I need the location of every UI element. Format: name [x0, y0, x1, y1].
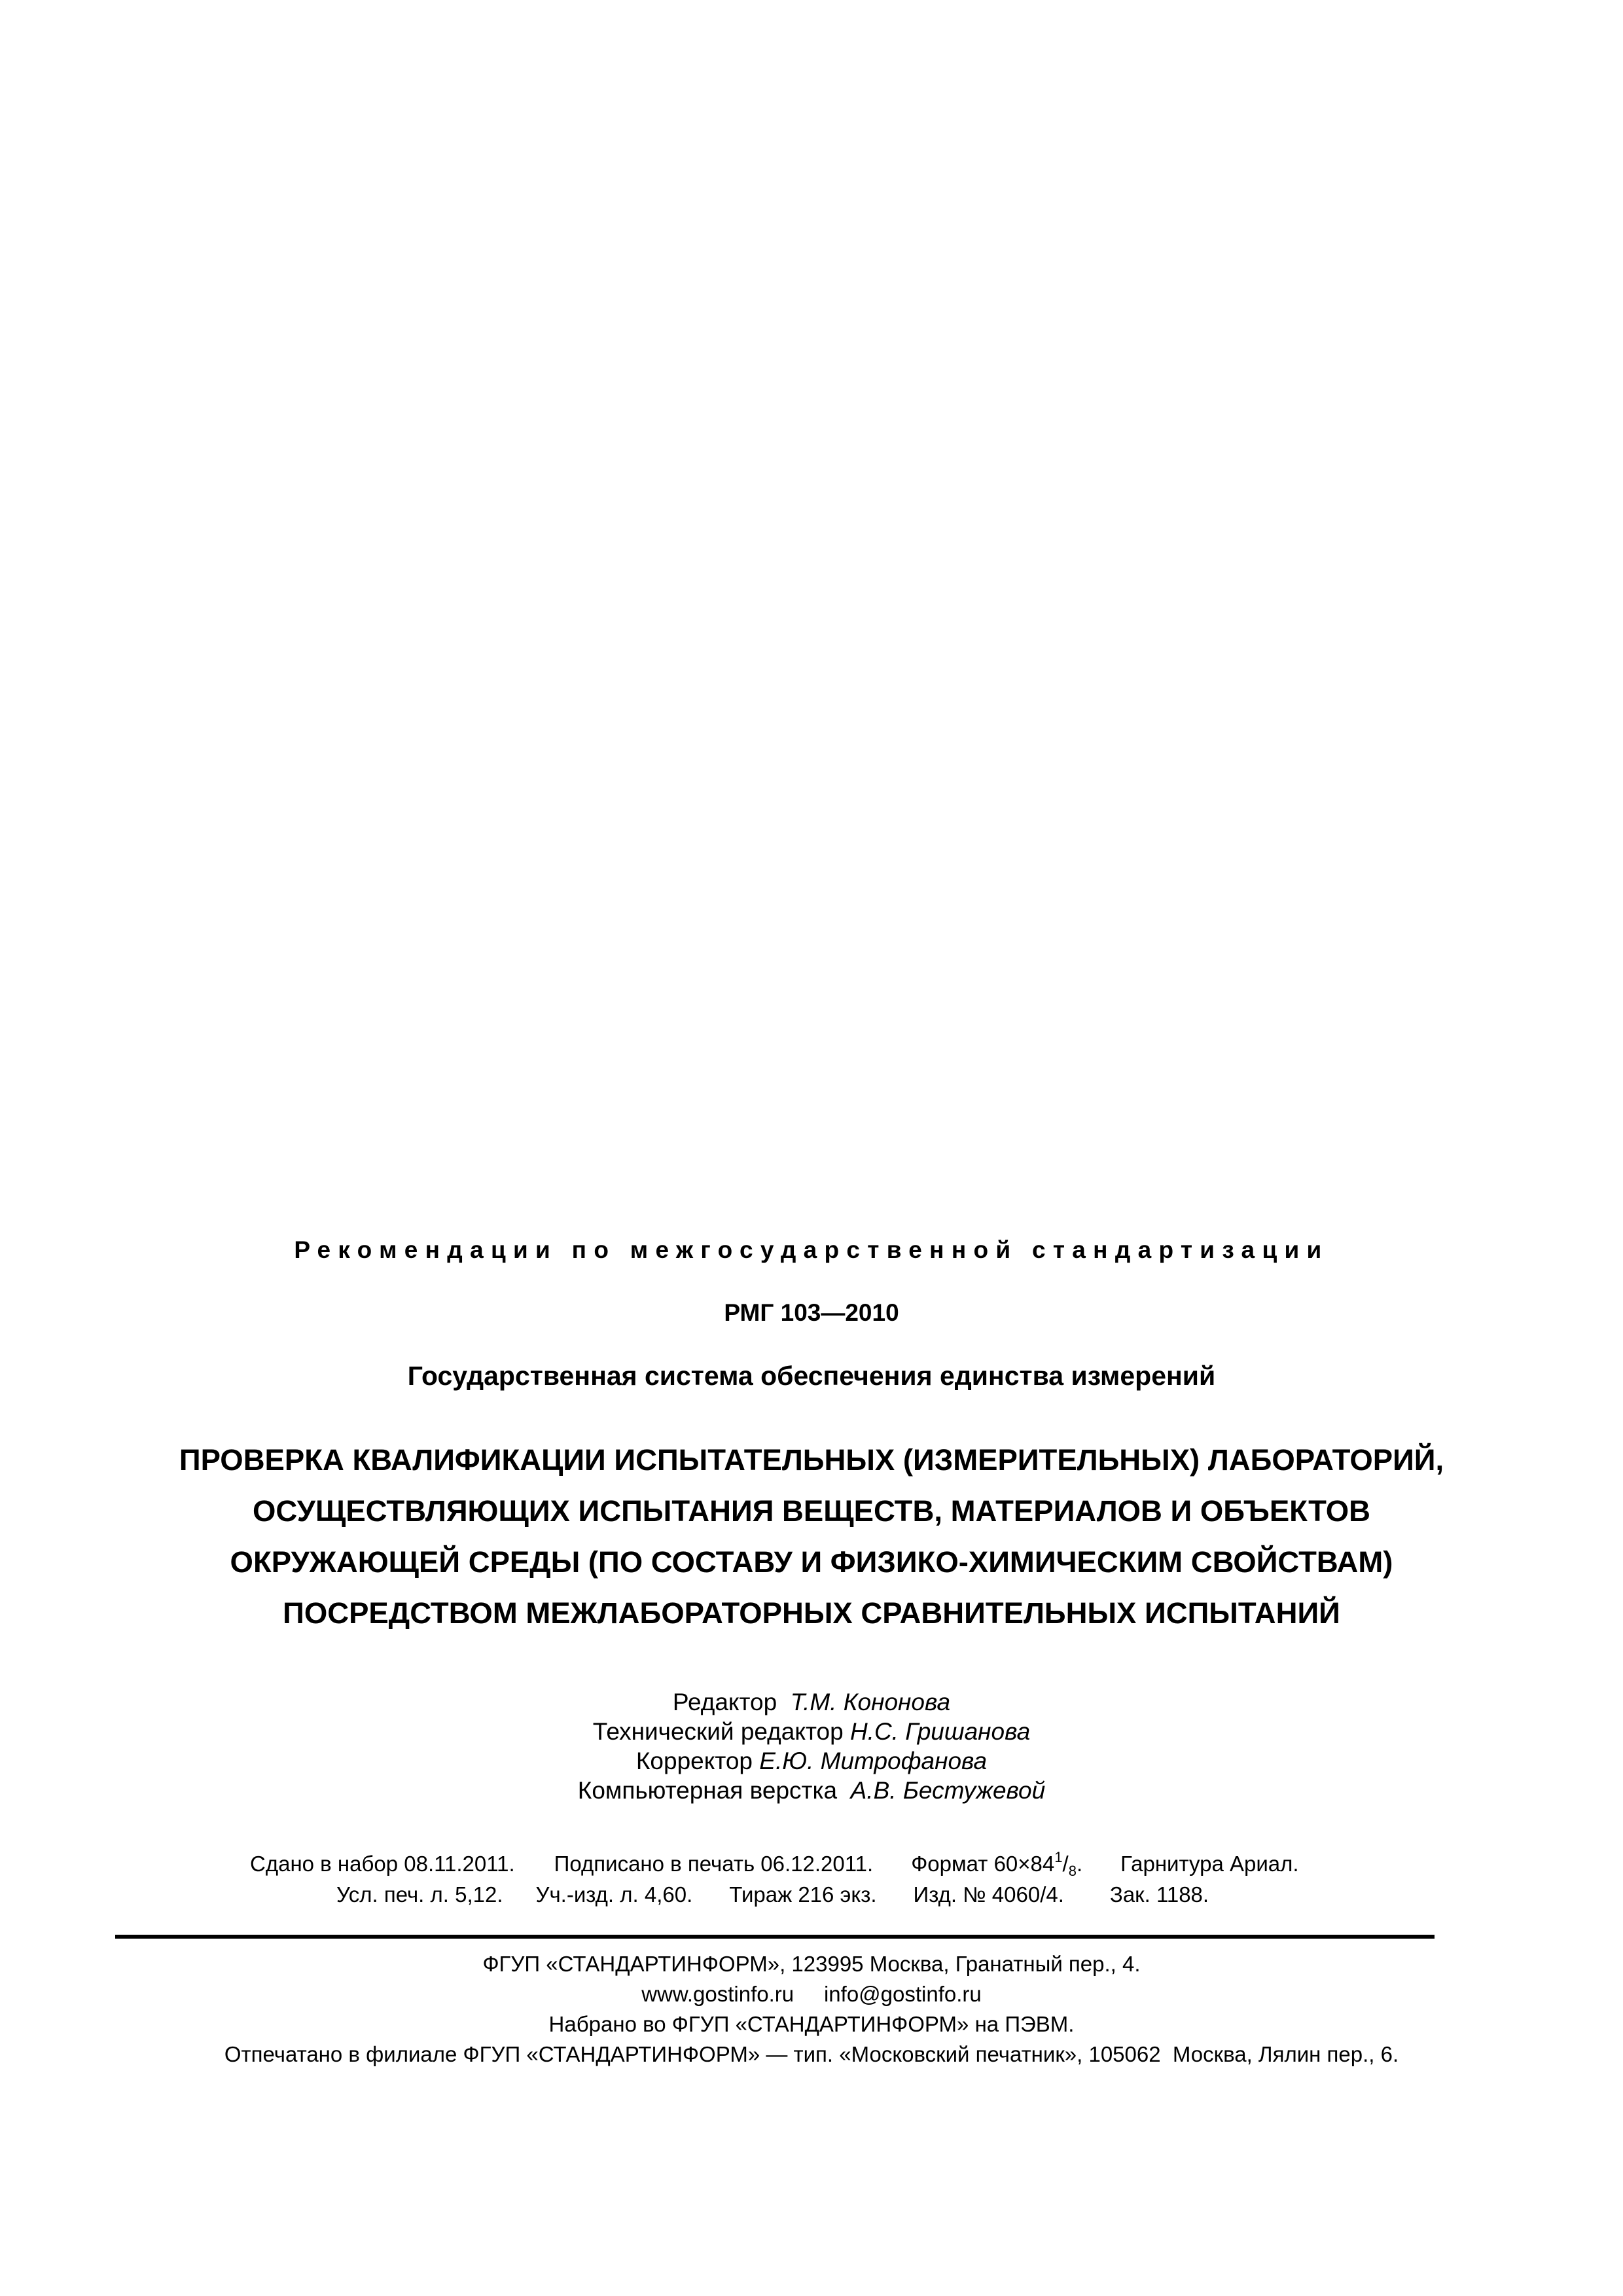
- imprint-edit-sheets: Уч.-изд. л. 4,60.: [535, 1882, 693, 1907]
- format-numerator: 1: [1054, 1849, 1063, 1865]
- publisher-typeset: Набрано во ФГУП «СТАНДАРТИНФОРМ» на ПЭВМ.: [548, 2012, 1075, 2036]
- staff-role: Редактор: [672, 1689, 777, 1715]
- imprint-circulation: Тираж 216 экз.: [729, 1882, 877, 1907]
- staff-name: Н.С. Гришанова: [849, 1718, 1031, 1745]
- document-title: [0, 1435, 1623, 1639]
- format-slash: /: [1062, 1852, 1069, 1876]
- staff-name: Т.М. Кононова: [790, 1689, 951, 1715]
- imprint-line-1: [250, 1851, 1299, 1877]
- format-prefix: Формат 60×84: [911, 1852, 1055, 1876]
- editorial-staff: [0, 1687, 1623, 1805]
- title-line: ОКРУЖАЮЩЕЙ СРЕДЫ (ПО СОСТАВУ И ФИЗИКО-ХИМИЧЕСКИМ СВОЙСТВАМ): [230, 1545, 1393, 1579]
- imprint-line-2: [336, 1882, 1209, 1908]
- staff-proofreader: [0, 1746, 1623, 1776]
- document-designation: РМГ 103—2010: [724, 1299, 899, 1326]
- imprint-edition-number: Изд. № 4060/4.: [913, 1882, 1064, 1907]
- format-denominator: 8: [1068, 1863, 1077, 1879]
- separator-rule: [115, 1935, 1435, 1939]
- imprint-typeface: Гарнитура Ариал.: [1120, 1852, 1299, 1876]
- publisher-address: ФГУП «СТАНДАРТИНФОРМ», 123995 Москва, Гранатный пер., 4.: [482, 1952, 1141, 1976]
- title-line: ОСУЩЕСТВЛЯЮЩИХ ИСПЫТАНИЯ ВЕЩЕСТВ, МАТЕРИАЛОВ И ОБЪЕКТОВ: [253, 1494, 1370, 1528]
- staff-role: Корректор: [635, 1748, 753, 1774]
- imprint-print-sheets: Усл. печ. л. 5,12.: [336, 1882, 503, 1907]
- staff-name: А.В. Бестужевой: [850, 1777, 1046, 1804]
- publisher-web: www.gostinfo.ru info@gostinfo.ru: [641, 1982, 982, 2006]
- imprint-signed: Подписано в печать 06.12.2011.: [554, 1852, 874, 1876]
- imprint-order-number: Зак. 1188.: [1109, 1882, 1209, 1907]
- publisher-info: [0, 1949, 1623, 2070]
- staff-role: Технический редактор: [592, 1718, 844, 1745]
- document-series: Рекомендации по межгосударственной стандартизации: [294, 1236, 1329, 1263]
- staff-layout: [0, 1776, 1623, 1805]
- staff-name: Е.Ю. Митрофанова: [759, 1748, 988, 1774]
- staff-role: Компьютерная верстка: [577, 1777, 838, 1804]
- staff-technical-editor: [0, 1717, 1623, 1746]
- title-line: ПОСРЕДСТВОМ МЕЖЛАБОРАТОРНЫХ СРАВНИТЕЛЬНЫХ ИСПЫТАНИЙ: [283, 1596, 1340, 1630]
- measurement-system-title: Государственная система обеспечения единства измерений: [407, 1361, 1216, 1391]
- imprint-format: [911, 1849, 1083, 1879]
- staff-editor: [0, 1687, 1623, 1717]
- title-line: ПРОВЕРКА КВАЛИФИКАЦИИ ИСПЫТАТЕЛЬНЫХ (ИЗМЕРИТЕЛЬНЫХ) ЛАБОРАТОРИЙ,: [179, 1443, 1444, 1477]
- imprint-submitted: Сдано в набор 08.11.2011.: [250, 1852, 515, 1876]
- publisher-printed: Отпечатано в филиале ФГУП «СТАНДАРТИНФОРМ» — тип. «Московский печатник», 105062 Москва, Лялин пер., 6.: [224, 2042, 1399, 2066]
- format-suffix: .: [1076, 1852, 1083, 1876]
